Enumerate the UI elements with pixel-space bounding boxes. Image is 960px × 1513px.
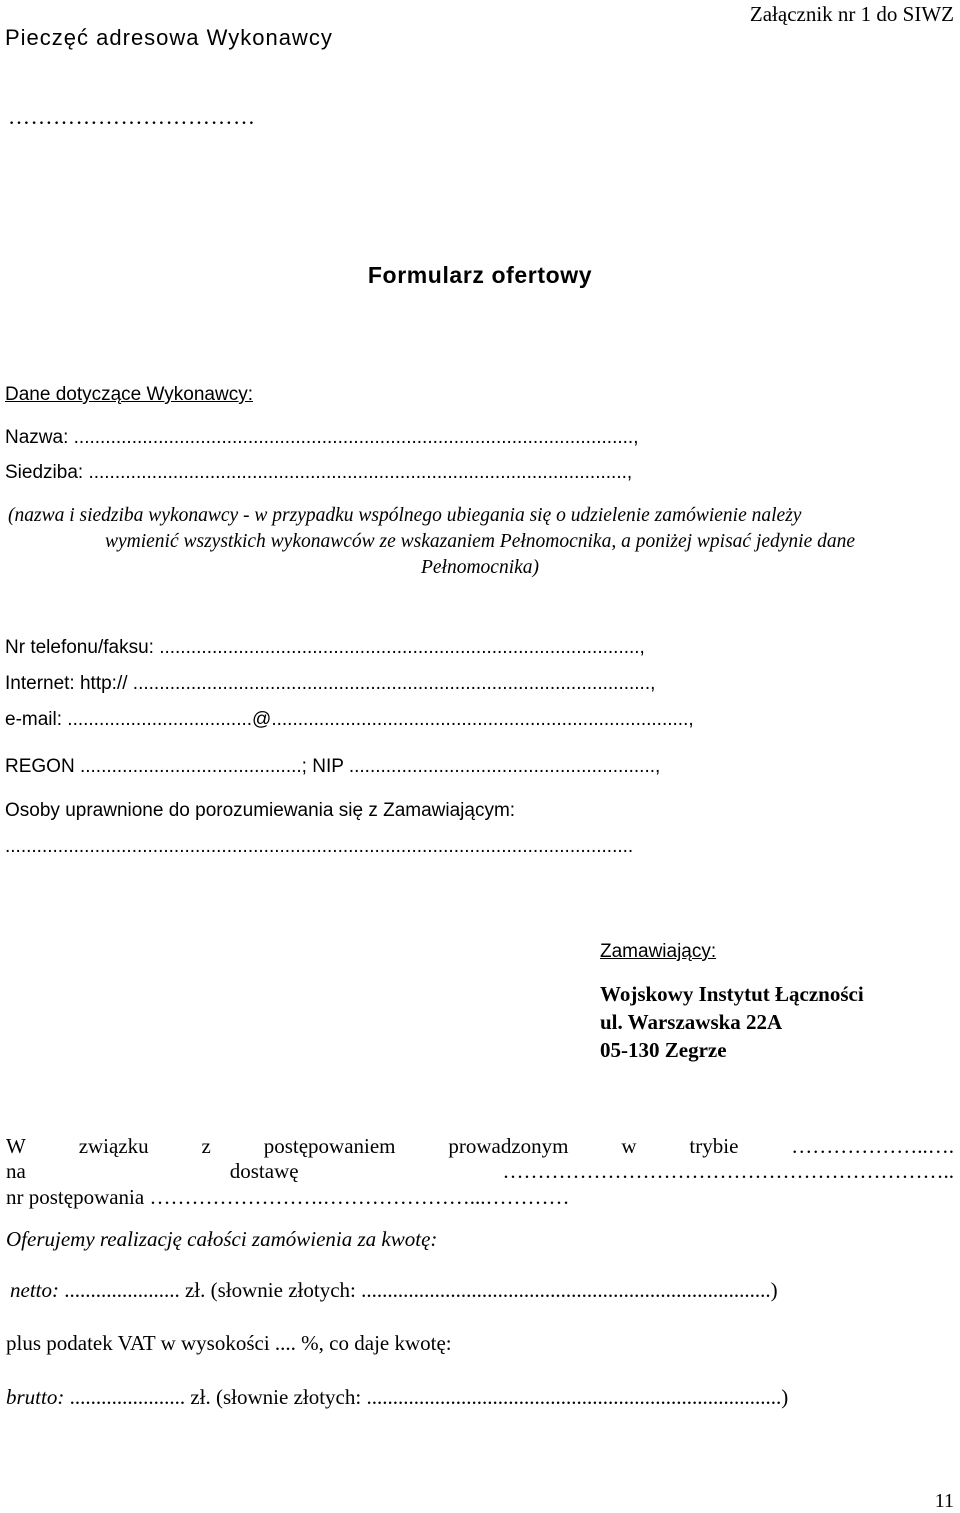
procedure-word: ……………………………………………………….. — [502, 1159, 954, 1183]
contact-heading: Osoby uprawnione do porozumiewania się z Zamawiającym: — [5, 800, 516, 821]
page-title: Formularz ofertowy — [367, 262, 593, 288]
procedure-word: ………………..…. — [791, 1134, 954, 1158]
netto-line — [10, 1278, 778, 1303]
contractor-name-line: Nazwa: .........................................................................................................., — [5, 427, 639, 448]
procedure-word: na — [6, 1159, 26, 1183]
contractor-note-line2: wymienić wszystkich wykonawców ze wskazaniem Pełnomocnika, a poniżej wpisać jedynie dane — [104, 531, 856, 552]
contractor-heading: Dane dotyczące Wykonawcy: — [5, 384, 253, 405]
internet-line: Internet: http:// .................................................................................................., — [5, 673, 656, 694]
contact-line: ....................................................................................................................... — [5, 836, 634, 857]
stamp-line: …………………………… — [8, 104, 256, 129]
email-line: e-mail: ...................................@..............................................................................., — [5, 709, 694, 730]
procedure-word: z — [201, 1134, 211, 1158]
procedure-number-line: nr postępowania …………………….…………………...………… — [6, 1185, 570, 1209]
procedure-word: w — [621, 1134, 637, 1158]
phone-line: Nr telefonu/faksu: ..........................................................................................., — [5, 637, 645, 658]
purchaser-heading: Zamawiający: — [600, 941, 717, 962]
purchaser-city: 05-130 Zegrze — [600, 1038, 727, 1062]
purchaser-name: Wojskowy Instytut Łączności — [600, 982, 864, 1006]
procedure-word: trybie — [689, 1134, 739, 1158]
procedure-word: postępowaniem — [263, 1134, 396, 1158]
netto-value: ...................... zł. (słownie złotych: ..............................................................................) — [58, 1278, 778, 1302]
regon-nip-line: REGON ..........................................; NIP .........................................................., — [5, 756, 661, 777]
contractor-seat-line: Siedziba: ......................................................................................................, — [5, 462, 633, 483]
offer-heading: Oferujemy realizację całości zamówienia za kwotę: — [6, 1227, 438, 1251]
purchaser-street: ul. Warszawska 22A — [600, 1010, 783, 1034]
contractor-note-line1: (nazwa i siedziba wykonawcy - w przypadku wspólnego ubiegania się o udzielenie zamówienie należy — [8, 505, 802, 526]
procedure-word: W — [6, 1134, 26, 1158]
contractor-note-line3: Pełnomocnika) — [420, 557, 540, 578]
procedure-line2 — [6, 1159, 954, 1184]
procedure-line1 — [6, 1134, 954, 1159]
procedure-word: związku — [78, 1134, 149, 1158]
procedure-word: prowadzonym — [448, 1134, 569, 1158]
procedure-word: dostawę — [229, 1159, 299, 1183]
vat-line: plus podatek VAT w wysokości .... %, co daje kwotę: — [6, 1331, 452, 1355]
attachment-label: Załącznik nr 1 do SIWZ — [749, 2, 954, 26]
brutto-label: brutto: — [6, 1385, 65, 1409]
brutto-line — [6, 1385, 788, 1410]
brutto-value: ...................... zł. (słownie złotych: ...............................................................................) — [64, 1385, 789, 1409]
page-number: 11 — [934, 1490, 954, 1512]
netto-label: netto: — [10, 1278, 59, 1302]
stamp-label: Pieczęć adresowa Wykonawcy — [5, 25, 333, 50]
